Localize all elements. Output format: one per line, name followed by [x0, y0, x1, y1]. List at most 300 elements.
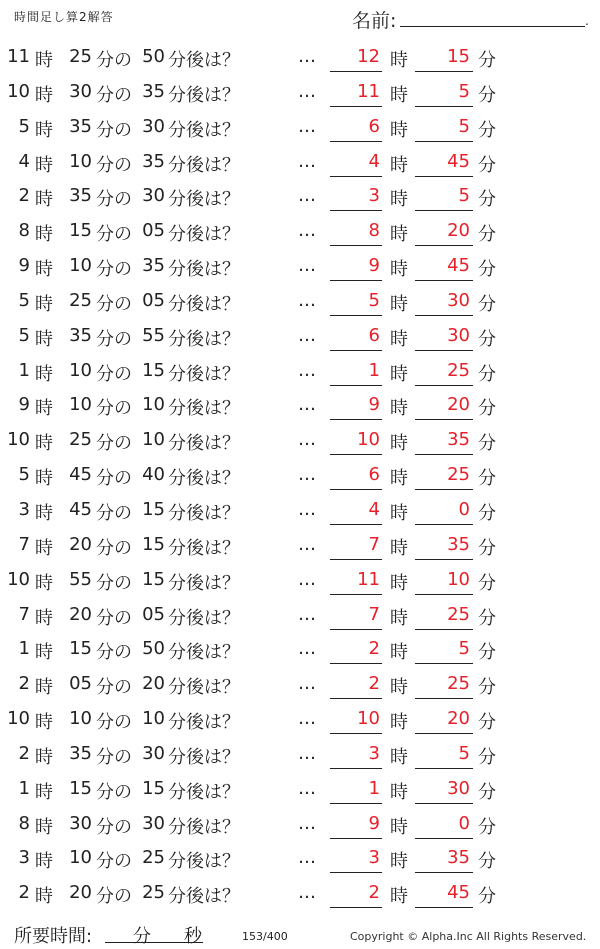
hour-label: 時 [35, 886, 53, 908]
answer-hour: 4 [368, 498, 380, 520]
hour-label: 時 [35, 119, 53, 141]
start-minute: 30 [69, 812, 92, 834]
added-minutes: 30 [142, 115, 165, 137]
ellipsis: … [298, 150, 316, 172]
minutes-later-label: 分後は？ [168, 468, 240, 490]
start-hour: 3 [18, 498, 30, 520]
minutes-later-label: 分後は？ [168, 677, 240, 699]
answer-hour-label: 時 [390, 259, 408, 281]
ellipsis: … [298, 603, 316, 625]
added-minutes: 35 [142, 150, 165, 172]
added-minutes: 20 [142, 673, 165, 695]
answer-minute-line [415, 594, 473, 595]
answer-hour-line [330, 733, 382, 734]
minute-of-label: 分の [96, 502, 132, 524]
start-minute: 05 [69, 673, 92, 695]
minute-of-label: 分の [96, 712, 132, 734]
answer-hour: 9 [368, 394, 380, 416]
answer-hour: 2 [368, 638, 380, 660]
answer-minute: 45 [447, 255, 470, 277]
answer-hour-line [330, 315, 382, 316]
answer-minute-label: 分 [478, 607, 496, 629]
added-minutes: 15 [142, 777, 165, 799]
answer-hour-label: 時 [390, 50, 408, 71]
answer-minute: 10 [447, 568, 470, 590]
answer-hour-label: 時 [390, 84, 408, 106]
start-hour: 1 [18, 359, 30, 381]
answer-hour: 11 [357, 80, 380, 102]
hour-label: 時 [35, 572, 53, 594]
added-minutes: 30 [142, 812, 165, 834]
answer-minute-label: 分 [478, 293, 496, 315]
answer-minute: 35 [447, 847, 470, 869]
problem-row [0, 807, 600, 842]
problem-row [0, 179, 600, 214]
answer-hour-line [330, 385, 382, 386]
minutes-later-label: 分後は？ [168, 119, 240, 141]
answer-hour-line [330, 210, 382, 211]
start-hour: 10 [7, 429, 30, 451]
answer-hour-line [330, 594, 382, 595]
answer-minute-line [415, 872, 473, 873]
answer-hour-label: 時 [390, 398, 408, 420]
answer-minute-line [415, 733, 473, 734]
hour-label: 時 [35, 293, 53, 315]
added-minutes: 50 [142, 638, 165, 660]
answer-hour-line [330, 71, 382, 72]
answer-minute-label: 分 [478, 642, 496, 664]
answer-minute-label: 分 [478, 433, 496, 455]
ellipsis: … [298, 429, 316, 451]
ellipsis: … [298, 289, 316, 311]
answer-minute: 25 [447, 359, 470, 381]
name-dot: . [585, 14, 589, 28]
problem-row [0, 110, 600, 145]
hour-label: 時 [35, 50, 53, 71]
time-second-unit: 秒 [184, 926, 202, 947]
added-minutes: 05 [142, 289, 165, 311]
minute-of-label: 分の [96, 433, 132, 455]
added-minutes: 35 [142, 255, 165, 277]
answer-hour: 7 [368, 603, 380, 625]
answer-minute-label: 分 [478, 328, 496, 350]
answer-minute-line [415, 907, 473, 908]
minute-of-label: 分の [96, 468, 132, 490]
answer-hour-label: 時 [390, 746, 408, 768]
minutes-later-label: 分後は？ [168, 712, 240, 734]
start-minute: 10 [69, 847, 92, 869]
answer-minute-line [415, 663, 473, 664]
answer-hour: 3 [368, 847, 380, 869]
answer-minute: 35 [447, 429, 470, 451]
name-field-line [400, 26, 585, 27]
ellipsis: … [298, 498, 316, 520]
hour-label: 時 [35, 851, 53, 873]
hour-label: 時 [35, 816, 53, 838]
answer-minute-line [415, 71, 473, 72]
start-hour: 7 [18, 533, 30, 555]
minutes-later-label: 分後は？ [168, 816, 240, 838]
minute-of-label: 分の [96, 154, 132, 176]
ellipsis: … [298, 185, 316, 207]
answer-minute-label: 分 [478, 851, 496, 873]
minutes-later-label: 分後は？ [168, 363, 240, 385]
start-minute: 35 [69, 185, 92, 207]
minute-of-label: 分の [96, 50, 132, 71]
answer-hour: 9 [368, 812, 380, 834]
answer-minute-line [415, 698, 473, 699]
hour-label: 時 [35, 746, 53, 768]
problem-row [0, 667, 600, 702]
answer-minute: 45 [447, 882, 470, 904]
answer-hour-label: 時 [390, 572, 408, 594]
start-hour: 7 [18, 603, 30, 625]
start-minute: 10 [69, 359, 92, 381]
minutes-later-label: 分後は？ [168, 293, 240, 315]
hour-label: 時 [35, 84, 53, 106]
answer-minute-line [415, 419, 473, 420]
answer-minute-line [415, 141, 473, 142]
hour-label: 時 [35, 433, 53, 455]
start-hour: 5 [18, 464, 30, 486]
minute-of-label: 分の [96, 851, 132, 873]
hour-label: 時 [35, 328, 53, 350]
problem-row [0, 598, 600, 633]
answer-hour-line [330, 280, 382, 281]
answer-minute-label: 分 [478, 468, 496, 490]
answer-hour-label: 時 [390, 189, 408, 211]
start-hour: 4 [18, 150, 30, 172]
answer-hour-line [330, 524, 382, 525]
answer-minute-label: 分 [478, 50, 496, 71]
minutes-later-label: 分後は？ [168, 502, 240, 524]
ellipsis: … [298, 255, 316, 277]
ellipsis: … [298, 568, 316, 590]
answer-minute: 30 [447, 324, 470, 346]
answer-minute: 5 [458, 115, 470, 137]
answer-hour-line [330, 629, 382, 630]
start-minute: 10 [69, 394, 92, 416]
problem-row [0, 319, 600, 354]
answer-minute-label: 分 [478, 363, 496, 385]
problem-row [0, 388, 600, 423]
answer-minute-label: 分 [478, 572, 496, 594]
start-hour: 3 [18, 847, 30, 869]
answer-hour-line [330, 838, 382, 839]
answer-hour: 6 [368, 324, 380, 346]
answer-hour-label: 時 [390, 502, 408, 524]
answer-minute-line [415, 176, 473, 177]
problem-row [0, 214, 600, 249]
problem-row [0, 528, 600, 563]
start-hour: 2 [18, 882, 30, 904]
hour-label: 時 [35, 398, 53, 420]
minutes-later-label: 分後は？ [168, 84, 240, 106]
hour-label: 時 [35, 781, 53, 803]
answer-hour-label: 時 [390, 816, 408, 838]
added-minutes: 05 [142, 603, 165, 625]
answer-minute-line [415, 245, 473, 246]
problem-list [0, 40, 600, 911]
name-label: 名前: [352, 10, 397, 32]
added-minutes: 25 [142, 882, 165, 904]
start-hour: 11 [7, 46, 30, 67]
minutes-later-label: 分後は？ [168, 537, 240, 559]
worksheet-title: 時間足し算2解答 [14, 10, 114, 24]
answer-hour-label: 時 [390, 712, 408, 734]
answer-hour: 1 [368, 777, 380, 799]
ellipsis: … [298, 708, 316, 730]
problem-row [0, 772, 600, 807]
start-hour: 10 [7, 708, 30, 730]
hour-label: 時 [35, 712, 53, 734]
answer-hour: 3 [368, 185, 380, 207]
added-minutes: 10 [142, 429, 165, 451]
answer-hour-label: 時 [390, 328, 408, 350]
problem-row [0, 354, 600, 389]
start-hour: 8 [18, 812, 30, 834]
answer-hour: 2 [368, 673, 380, 695]
start-hour: 2 [18, 673, 30, 695]
answer-minute-label: 分 [478, 712, 496, 734]
answer-hour-line [330, 698, 382, 699]
hour-label: 時 [35, 468, 53, 490]
added-minutes: 35 [142, 80, 165, 102]
start-hour: 8 [18, 220, 30, 242]
answer-hour: 1 [368, 359, 380, 381]
minutes-later-label: 分後は？ [168, 642, 240, 664]
problem-row [0, 40, 600, 75]
start-hour: 5 [18, 115, 30, 137]
answer-minute: 35 [447, 533, 470, 555]
minutes-later-label: 分後は？ [168, 154, 240, 176]
answer-minute: 30 [447, 777, 470, 799]
time-taken-label: 所要時間: [14, 926, 93, 947]
minutes-later-label: 分後は？ [168, 781, 240, 803]
minute-of-label: 分の [96, 642, 132, 664]
start-minute: 15 [69, 638, 92, 660]
added-minutes: 15 [142, 498, 165, 520]
ellipsis: … [298, 777, 316, 799]
answer-hour: 12 [357, 46, 380, 67]
answer-minute: 5 [458, 185, 470, 207]
start-minute: 25 [69, 289, 92, 311]
added-minutes: 30 [142, 742, 165, 764]
problem-row [0, 702, 600, 737]
minutes-later-label: 分後は？ [168, 851, 240, 873]
problem-row [0, 563, 600, 598]
answer-hour-label: 時 [390, 119, 408, 141]
added-minutes: 55 [142, 324, 165, 346]
problem-row [0, 423, 600, 458]
added-minutes: 10 [142, 708, 165, 730]
start-hour: 9 [18, 255, 30, 277]
answer-minute-label: 分 [478, 537, 496, 559]
ellipsis: … [298, 80, 316, 102]
start-minute: 25 [69, 46, 92, 67]
answer-hour: 3 [368, 742, 380, 764]
ellipsis: … [298, 742, 316, 764]
answer-hour-label: 時 [390, 642, 408, 664]
hour-label: 時 [35, 259, 53, 281]
ellipsis: … [298, 394, 316, 416]
start-minute: 20 [69, 533, 92, 555]
answer-minute: 0 [458, 498, 470, 520]
minutes-later-label: 分後は？ [168, 259, 240, 281]
start-hour: 10 [7, 568, 30, 590]
problem-row [0, 75, 600, 110]
added-minutes: 15 [142, 533, 165, 555]
start-minute: 20 [69, 603, 92, 625]
problem-row [0, 876, 600, 911]
hour-label: 時 [35, 607, 53, 629]
ellipsis: … [298, 847, 316, 869]
minute-of-label: 分の [96, 746, 132, 768]
answer-hour-label: 時 [390, 851, 408, 873]
hour-label: 時 [35, 154, 53, 176]
start-minute: 15 [69, 777, 92, 799]
answer-hour: 2 [368, 882, 380, 904]
ellipsis: … [298, 324, 316, 346]
answer-minute-line [415, 559, 473, 560]
start-minute: 10 [69, 255, 92, 277]
problem-row [0, 493, 600, 528]
start-minute: 15 [69, 220, 92, 242]
answer-hour-line [330, 350, 382, 351]
answer-hour-label: 時 [390, 886, 408, 908]
answer-minute-label: 分 [478, 781, 496, 803]
minute-of-label: 分の [96, 677, 132, 699]
problem-row [0, 632, 600, 667]
hour-label: 時 [35, 537, 53, 559]
start-hour: 5 [18, 324, 30, 346]
hour-label: 時 [35, 363, 53, 385]
answer-minute-label: 分 [478, 746, 496, 768]
answer-minute-label: 分 [478, 224, 496, 246]
answer-hour-line [330, 872, 382, 873]
answer-hour: 4 [368, 150, 380, 172]
minutes-later-label: 分後は？ [168, 328, 240, 350]
start-hour: 5 [18, 289, 30, 311]
answer-minute-line [415, 524, 473, 525]
answer-minute-label: 分 [478, 119, 496, 141]
minutes-later-label: 分後は？ [168, 607, 240, 629]
answer-hour-line [330, 454, 382, 455]
ellipsis: … [298, 673, 316, 695]
minute-of-label: 分の [96, 816, 132, 838]
answer-hour-line [330, 489, 382, 490]
hour-label: 時 [35, 502, 53, 524]
answer-minute-line [415, 838, 473, 839]
start-hour: 9 [18, 394, 30, 416]
minutes-later-label: 分後は？ [168, 572, 240, 594]
answer-minute: 25 [447, 603, 470, 625]
ellipsis: … [298, 464, 316, 486]
answer-hour-label: 時 [390, 154, 408, 176]
ellipsis: … [298, 46, 316, 67]
hour-label: 時 [35, 224, 53, 246]
start-minute: 35 [69, 115, 92, 137]
answer-minute-label: 分 [478, 502, 496, 524]
added-minutes: 30 [142, 185, 165, 207]
start-minute: 10 [69, 708, 92, 730]
copyright-text: Copyright © Alpha.Inc All Rights Reserved. [350, 930, 587, 943]
answer-hour-line [330, 803, 382, 804]
start-minute: 30 [69, 80, 92, 102]
start-hour: 1 [18, 638, 30, 660]
ellipsis: … [298, 882, 316, 904]
problem-row [0, 284, 600, 319]
added-minutes: 25 [142, 847, 165, 869]
answer-hour: 10 [357, 429, 380, 451]
answer-minute-label: 分 [478, 816, 496, 838]
ellipsis: … [298, 115, 316, 137]
minutes-later-label: 分後は？ [168, 224, 240, 246]
ellipsis: … [298, 638, 316, 660]
time-minute-unit: 分 [133, 926, 151, 947]
added-minutes: 50 [142, 46, 165, 67]
ellipsis: … [298, 220, 316, 242]
answer-minute: 20 [447, 220, 470, 242]
answer-minute: 0 [458, 812, 470, 834]
minute-of-label: 分の [96, 607, 132, 629]
answer-minute-line [415, 106, 473, 107]
minutes-later-label: 分後は？ [168, 189, 240, 211]
answer-minute-line [415, 489, 473, 490]
answer-hour-label: 時 [390, 363, 408, 385]
answer-hour-line [330, 768, 382, 769]
answer-hour: 8 [368, 220, 380, 242]
answer-minute: 5 [458, 80, 470, 102]
page-number: 153/400 [242, 930, 288, 943]
answer-minute: 5 [458, 638, 470, 660]
answer-minute: 20 [447, 394, 470, 416]
minute-of-label: 分の [96, 363, 132, 385]
minute-of-label: 分の [96, 572, 132, 594]
answer-minute-label: 分 [478, 259, 496, 281]
answer-minute-label: 分 [478, 398, 496, 420]
start-hour: 2 [18, 185, 30, 207]
minute-of-label: 分の [96, 328, 132, 350]
problem-row [0, 737, 600, 772]
ellipsis: … [298, 533, 316, 555]
answer-hour-label: 時 [390, 433, 408, 455]
minute-of-label: 分の [96, 781, 132, 803]
answer-minute: 45 [447, 150, 470, 172]
minute-of-label: 分の [96, 259, 132, 281]
answer-minute: 25 [447, 673, 470, 695]
start-minute: 10 [69, 150, 92, 172]
answer-hour: 10 [357, 708, 380, 730]
minute-of-label: 分の [96, 119, 132, 141]
answer-minute: 30 [447, 289, 470, 311]
answer-hour-line [330, 419, 382, 420]
answer-hour: 6 [368, 115, 380, 137]
problem-row [0, 841, 600, 876]
answer-minute: 25 [447, 464, 470, 486]
answer-hour-label: 時 [390, 293, 408, 315]
answer-hour: 6 [368, 464, 380, 486]
hour-label: 時 [35, 189, 53, 211]
answer-hour-line [330, 141, 382, 142]
answer-minute-label: 分 [478, 677, 496, 699]
answer-minute-line [415, 210, 473, 211]
answer-minute-label: 分 [478, 154, 496, 176]
answer-minute-label: 分 [478, 886, 496, 908]
answer-minute-label: 分 [478, 189, 496, 211]
answer-hour: 7 [368, 533, 380, 555]
start-minute: 45 [69, 498, 92, 520]
